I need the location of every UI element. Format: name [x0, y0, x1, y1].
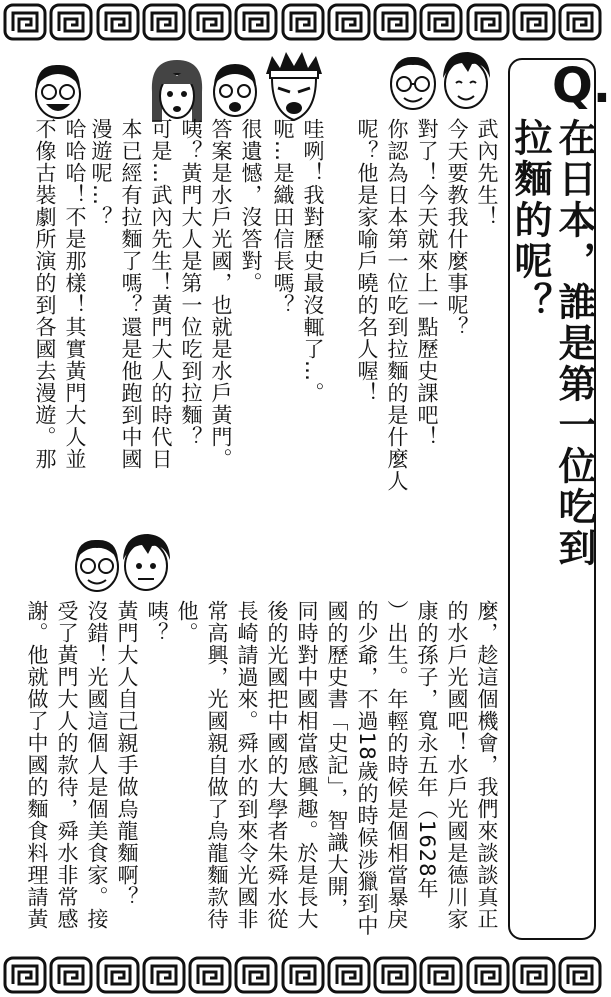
- upper-text-column: 對了！今天就來上一點歷史課吧！: [415, 118, 439, 448]
- spiral-border-icon: [328, 4, 370, 40]
- lower-text-column: 沒錯！光國這個人是個美食家。接: [85, 600, 109, 930]
- lower-text-column: 常高興，光國親自做了烏龍麵款待: [205, 600, 229, 930]
- title-line-1: 在日本，誰是第一位吃到: [552, 118, 596, 569]
- lower-text-column: 黃門大人自己親手做烏龍麵啊？: [115, 600, 139, 908]
- glasses-man-face-icon: [386, 52, 440, 112]
- upper-text-column: 呢？他是家喻戶曉的名人喔！: [355, 118, 379, 404]
- lower-text-column: 長崎請過來。舜水的到來令光國非: [235, 600, 259, 930]
- spiral-border-icon: [420, 957, 462, 993]
- spiral-border-icon: [513, 4, 555, 40]
- spiral-border-icon: [143, 4, 185, 40]
- young-man-face-icon: [438, 48, 494, 112]
- upper-text-column: 本已經有拉麵了嗎？還是他跑到中國: [119, 118, 143, 470]
- spiral-border-icon: [97, 957, 139, 993]
- lower-text-column: 受了黃門大人的款待，舜水非常感: [55, 600, 79, 930]
- bottom-border-pattern: [0, 953, 605, 997]
- upper-text-column: 漫遊呢…？: [89, 118, 113, 228]
- upper-text-column: 很遺憾，沒答對。: [239, 118, 263, 294]
- spiral-border-icon: [50, 4, 92, 40]
- spiral-border-icon: [235, 4, 277, 40]
- spiral-border-icon: [513, 957, 555, 993]
- spiral-border-icon: [282, 957, 324, 993]
- spiral-border-icon: [282, 4, 324, 40]
- smiling-glasses-man-face-icon: [30, 60, 86, 122]
- upper-text-column: 哇咧！我對歷史最沒輒了…。: [301, 118, 325, 404]
- lower-text-column: 的少爺，不過18歲的時候涉獵到中: [355, 600, 379, 937]
- upper-text-column: 可是…武內先生！黃門大人的時代日: [149, 118, 173, 470]
- lower-text-column: 他。: [175, 600, 199, 644]
- lower-text-column: 康的孫子，寬永五年（1628年: [415, 600, 439, 900]
- lower-text-column: 咦？: [145, 600, 169, 644]
- lower-young-man-face-icon: [118, 530, 174, 594]
- spiral-border-icon: [467, 957, 509, 993]
- spiral-border-icon: [559, 957, 601, 993]
- upper-text-column: 咦？黃門大人是第一位吃到拉麵？: [179, 118, 203, 448]
- headband-man-face-icon: [262, 48, 326, 124]
- upper-text-column: 武內先生！: [475, 118, 499, 228]
- spiral-border-icon: [328, 957, 370, 993]
- question-mark-label: Q.: [552, 58, 611, 114]
- spiral-border-icon: [97, 4, 139, 40]
- upper-text-column: 今天要教我什麼事呢？: [445, 118, 469, 338]
- title-line-2: 拉麵的呢？: [508, 118, 552, 323]
- lower-text-column: 麼，趁這個機會，我們來談談真正: [475, 600, 499, 930]
- bespectacled-man-face-icon: [208, 58, 262, 120]
- upper-text-column: 不像古裝劇所演的到各國去漫遊。那: [33, 118, 57, 470]
- spiral-border-icon: [189, 4, 231, 40]
- spiral-border-icon: [143, 957, 185, 993]
- lower-glasses-man-face-icon: [70, 535, 124, 595]
- spiral-border-icon: [374, 957, 416, 993]
- woman-face-icon: [148, 56, 206, 126]
- spiral-border-icon: [235, 957, 277, 993]
- spiral-border-icon: [420, 4, 462, 40]
- lower-text-column: ）出生。年輕的時候是個相當暴戾: [385, 600, 409, 930]
- upper-text-column: 呃…是織田信長嗎？: [271, 118, 295, 316]
- upper-text-column: 哈哈哈！不是那樣！其實黃門大人並: [63, 118, 87, 470]
- lower-text-column: 國的歷史書「史記」，智識大開，: [325, 600, 349, 920]
- spiral-border-icon: [50, 957, 92, 993]
- upper-text-column: 答案是水戶光國，也就是水戶黃門。: [209, 118, 233, 470]
- spiral-border-icon: [4, 4, 46, 40]
- spiral-border-icon: [4, 957, 46, 993]
- lower-text-column: 同時對中國相當感興趣。於是長大: [295, 600, 319, 930]
- spiral-border-icon: [374, 4, 416, 40]
- lower-text-column: 謝。他就做了中國的麵食料理請黃: [25, 600, 49, 930]
- spiral-border-icon: [559, 4, 601, 40]
- lower-text-column: 後的光國把中國的大學者朱舜水從: [265, 600, 289, 930]
- upper-text-column: 你認為日本第一位吃到拉麵的是什麼人: [385, 118, 409, 492]
- top-border-pattern: [0, 0, 605, 44]
- spiral-border-icon: [467, 4, 509, 40]
- lower-text-column: 的水戶光國吧！水戶光國是德川家: [445, 600, 469, 930]
- spiral-border-icon: [189, 957, 231, 993]
